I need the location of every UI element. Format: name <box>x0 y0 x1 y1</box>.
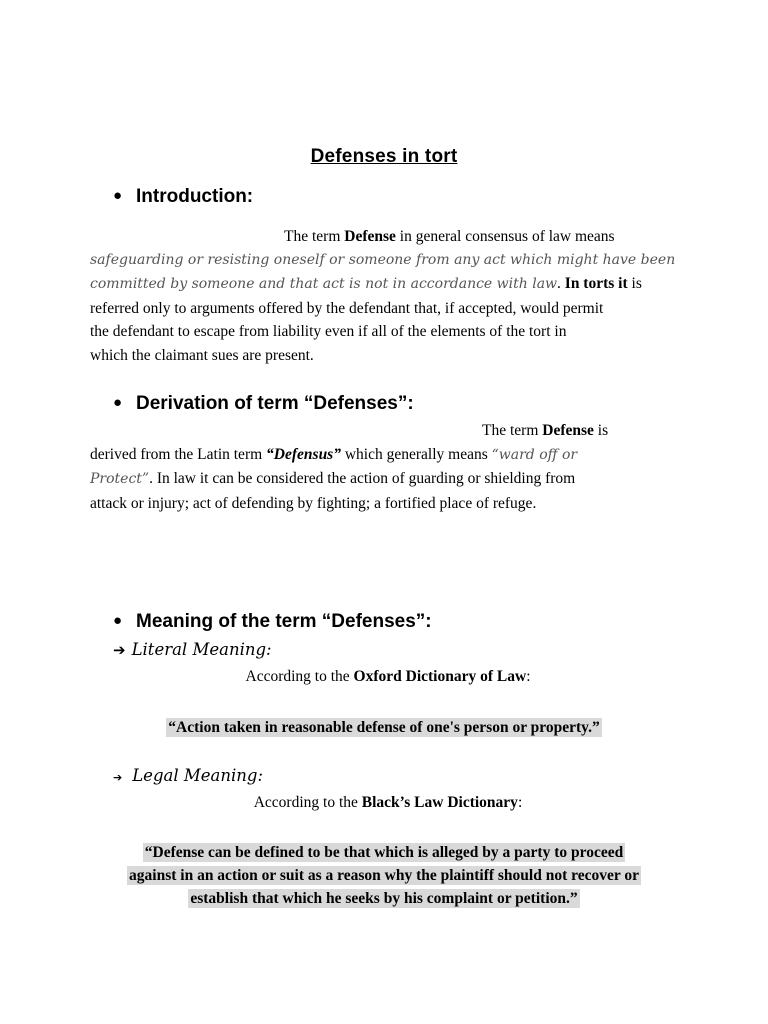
text-run: derived from the Latin term <box>90 445 267 463</box>
section-heading-meaning <box>113 611 432 633</box>
paragraph-line <box>90 467 680 492</box>
literal-quote <box>0 716 768 739</box>
source-name: Oxford Dictionary of Law <box>353 668 527 685</box>
arrow-right-icon: ➔ <box>113 641 126 659</box>
paragraph-line: the defendant to escape from liability even if all of the elements of the tort in <box>90 323 567 341</box>
subheading-legal-meaning <box>113 766 263 785</box>
paragraph-line: which the claimant sues are present. <box>90 346 314 364</box>
paragraph-line: attack or injury; act of defending by fighting; a fortified place of refuge. <box>90 494 537 512</box>
italic-run: committed by someone and that act is not in accordance with law <box>90 276 558 293</box>
source-name: Black’s Law Dictionary <box>361 794 518 811</box>
paragraph-line <box>90 443 680 468</box>
text-run: According to the <box>253 794 362 811</box>
heading-text: Derivation of term “Defenses”: <box>136 393 414 414</box>
italic-run: Protect” <box>90 471 150 488</box>
legal-quote <box>0 841 768 910</box>
italic-run: “ward off or <box>491 446 578 463</box>
highlighted-quote-line: “Defense can be defined to be that which is alleged by a party to proceed <box>144 844 624 861</box>
page-title: Defenses in tort <box>310 146 458 167</box>
text-run: The term <box>482 422 543 439</box>
text-run: which generally means <box>340 445 492 463</box>
text-run: : <box>526 668 531 685</box>
subheading-text: Literal Meaning: <box>131 640 272 659</box>
subheading-literal-meaning <box>113 640 272 659</box>
highlighted-quote: “Action taken in reasonable defense of one's person or property.” <box>168 719 600 736</box>
text-run: is <box>593 422 609 439</box>
highlighted-quote-line: against in an action or suit as a reason why the plaintiff should not recover or <box>129 867 639 884</box>
paragraph-line: safeguarding or resisting oneself or someone from any act which might have been <box>90 251 676 268</box>
text-run: in general consensus of law means <box>395 228 615 245</box>
legal-source-line <box>0 794 768 812</box>
text-run: . In law it can be considered the action of guarding or shielding from <box>149 470 576 488</box>
bullet-icon: ● <box>113 187 123 204</box>
paragraph-line: referred only to arguments offered by the defendant that, if accepted, would permit <box>90 299 604 317</box>
bold-term: Defense <box>542 422 594 439</box>
derivation-paragraph <box>90 419 680 515</box>
section-heading-derivation <box>113 393 414 415</box>
literal-source-line <box>0 668 768 686</box>
heading-text: Meaning of the term “Defenses”: <box>136 611 432 632</box>
arrow-right-icon: ➔ <box>113 771 123 784</box>
subheading-text: Legal Meaning: <box>132 766 264 785</box>
text-run: : <box>517 794 523 811</box>
text-run: is <box>627 275 642 293</box>
paragraph-line <box>90 272 680 297</box>
bold-term: Defense <box>344 228 396 245</box>
text-run: . <box>557 275 565 293</box>
text-run: According to the <box>245 668 354 685</box>
intro-paragraph <box>90 225 680 368</box>
heading-text: Introduction: <box>136 186 254 207</box>
paragraph-line <box>90 225 680 249</box>
bullet-icon: ● <box>113 612 123 629</box>
section-heading-introduction <box>113 186 253 208</box>
text-run: The term <box>284 228 345 245</box>
highlighted-quote-line: establish that which he seeks by his complaint or petition.” <box>190 890 578 907</box>
bullet-icon: ● <box>113 394 123 411</box>
bold-run: In torts it <box>564 275 628 293</box>
paragraph-line <box>90 419 680 443</box>
latin-term: “Defensus” <box>266 445 341 463</box>
